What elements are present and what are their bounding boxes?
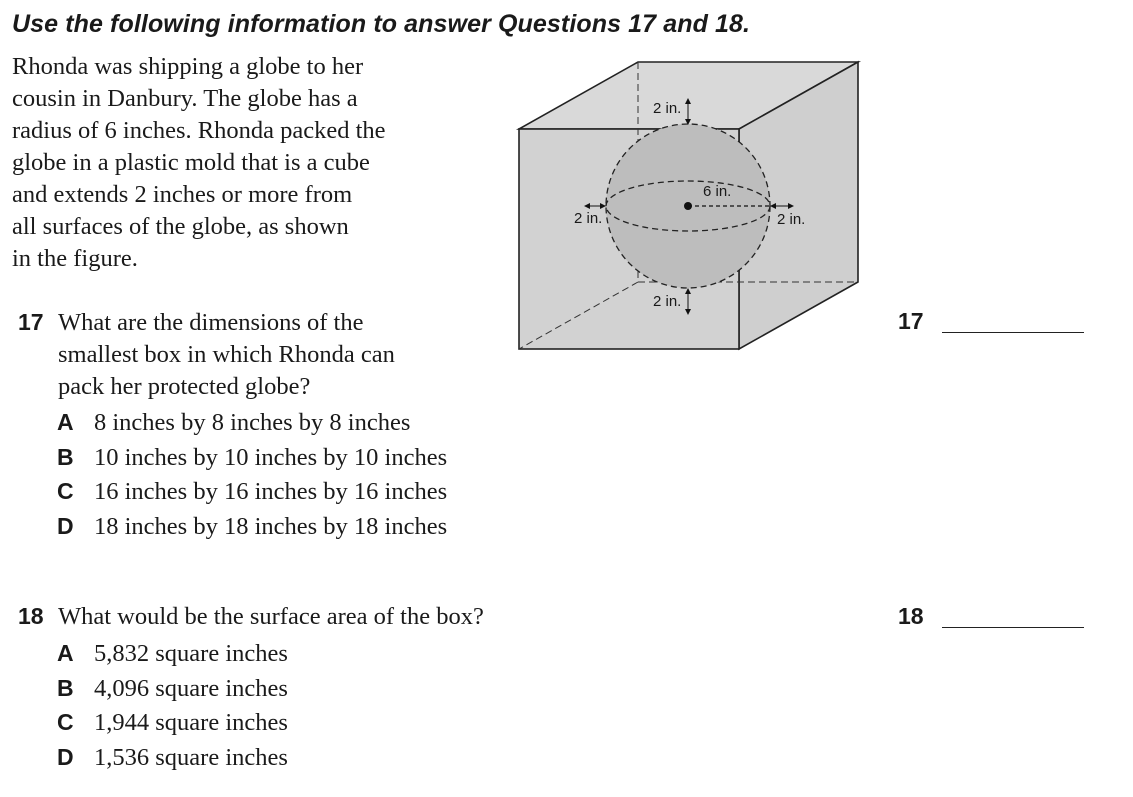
answer-17-label: 17 [898, 308, 924, 334]
option-letter: A [57, 409, 74, 435]
question-17-number: 17 [18, 309, 44, 335]
question-17-text: What are the dimensions of the [58, 309, 364, 336]
question-17-options [57, 405, 447, 543]
intro-line: globe in a plastic mold that is a cube [12, 149, 370, 176]
intro-line: in the figure. [12, 245, 138, 272]
q17-option-c[interactable] [57, 474, 447, 509]
label-top-gap: 2 in. [653, 100, 682, 117]
question-17 [18, 306, 395, 403]
answer-18-blank[interactable] [942, 627, 1084, 628]
question-17-line: smallest box in which Rhonda can [58, 341, 395, 368]
intro-line: and extends 2 inches or more from [12, 181, 353, 208]
option-letter: D [57, 743, 74, 770]
label-right-gap: 2 in. [777, 211, 806, 228]
q18-option-a[interactable] [57, 636, 288, 671]
question-18-text: What would be the surface area of the box? [58, 603, 484, 630]
intro-line: radius of 6 inches. Rhonda packed the [12, 117, 386, 144]
intro-line: all surfaces of the globe, as shown [12, 213, 349, 240]
question-18-number: 18 [18, 603, 44, 629]
option-letter: D [57, 512, 74, 539]
option-letter: C [57, 709, 74, 735]
question-17-line [18, 306, 395, 339]
q18-option-d[interactable] [57, 740, 288, 775]
option-letter: B [57, 443, 74, 470]
question-18-line [18, 600, 484, 633]
option-text: 1,536 square inches [94, 743, 288, 771]
intro-paragraph [12, 51, 452, 275]
q17-option-d[interactable] [57, 509, 447, 544]
question-17-line: pack her protected globe? [58, 373, 311, 400]
question-18 [18, 600, 484, 633]
q18-option-b[interactable] [57, 671, 288, 706]
option-text: 10 inches by 10 inches by 10 inches [94, 443, 448, 471]
cube-globe-figure [510, 55, 870, 360]
answer-17-blank[interactable] [942, 332, 1084, 333]
option-letter: B [57, 674, 74, 701]
cube-diagram [510, 55, 870, 355]
q18-option-c[interactable] [57, 705, 288, 740]
label-radius: 6 in. [703, 183, 732, 200]
intro-line: Rhonda was shipping a globe to her [12, 53, 364, 80]
option-text: 18 inches by 18 inches by 18 inches [94, 512, 448, 540]
q17-option-b[interactable] [57, 440, 447, 475]
option-text: 5,832 square inches [94, 640, 288, 667]
option-text: 16 inches by 16 inches by 16 inches [94, 478, 448, 505]
label-left-gap: 2 in. [574, 210, 603, 227]
label-bottom-gap: 2 in. [653, 293, 682, 310]
option-letter: A [57, 640, 74, 666]
answer-18-label: 18 [898, 603, 924, 629]
option-text: 4,096 square inches [94, 674, 288, 702]
q17-option-a[interactable] [57, 405, 447, 440]
intro-line: cousin in Danbury. The globe has a [12, 85, 358, 112]
answer-17-area [898, 308, 924, 335]
option-text: 1,944 square inches [94, 709, 288, 736]
option-letter: C [57, 478, 74, 504]
answer-18-area [898, 603, 924, 630]
option-text: 8 inches by 8 inches by 8 inches [94, 409, 411, 436]
question-18-options [57, 636, 288, 774]
instructions-heading: Use the following information to answer Questions 17 and 18. [12, 10, 751, 38]
